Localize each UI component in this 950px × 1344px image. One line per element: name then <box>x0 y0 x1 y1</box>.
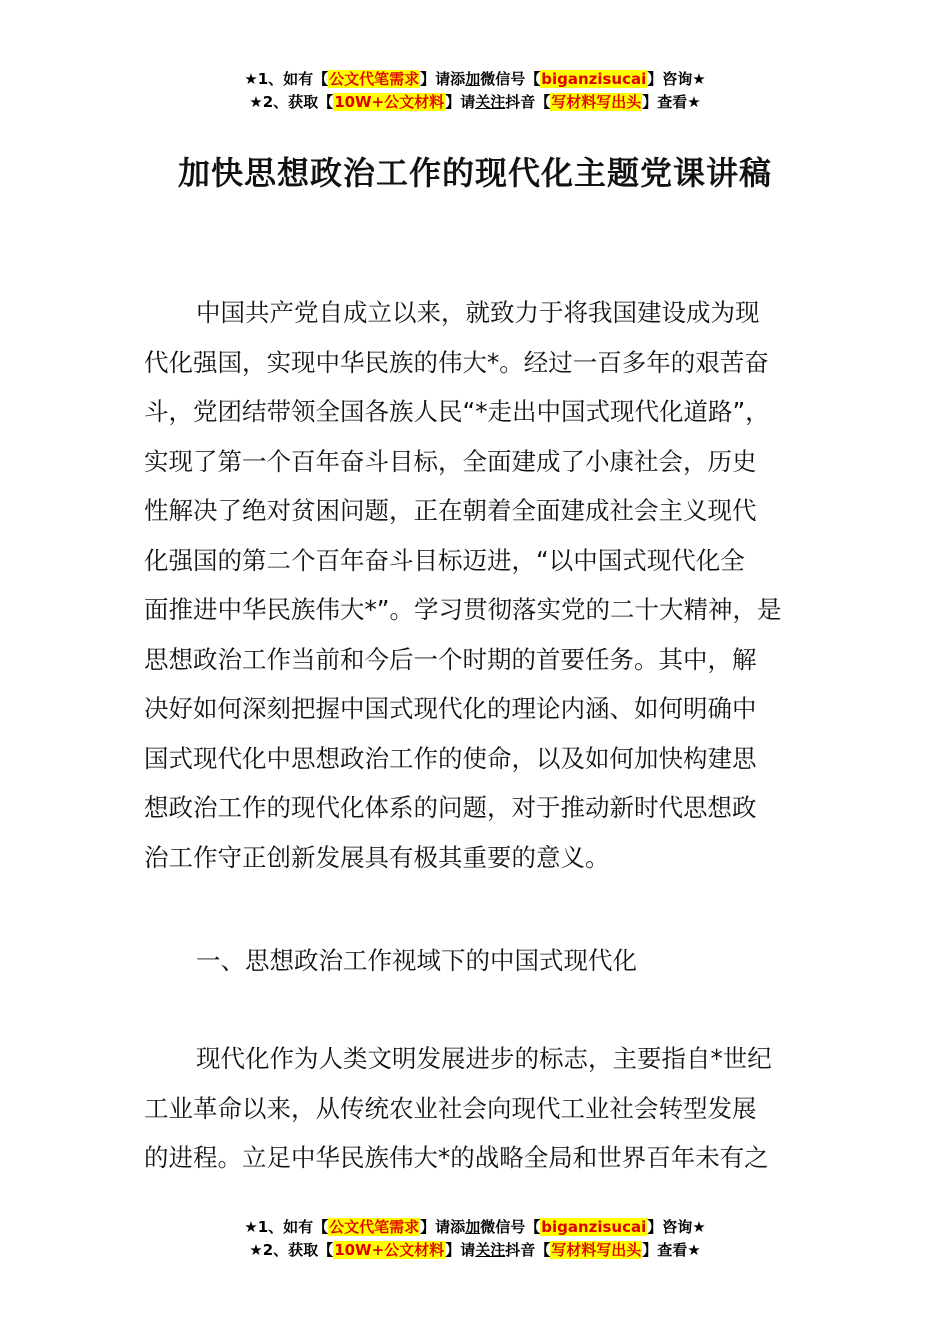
paragraph-line: 现代化作为人类文明发展进步的标志，主要指自*世纪 <box>196 1044 772 1073</box>
paragraph-2 <box>144 1034 808 1183</box>
banner-line-2 <box>0 1239 950 1262</box>
paragraph-line: 性解决了绝对贫困问题，正在朝着全面建成社会主义现代 <box>144 496 757 525</box>
footer-banner <box>0 1216 950 1262</box>
banner-text: 】咨询★ <box>647 70 706 88</box>
banner-text: 】查看★ <box>642 93 701 111</box>
paragraph-line: 化强国的第二个百年奋斗目标迈进，“以中国式现代化全 <box>144 545 745 575</box>
paragraph-line: 斗，党团结带领全国各族人民“*走出中国式现代化道路”， <box>144 397 770 426</box>
banner-highlight: 10W+公文材料 <box>334 1241 445 1259</box>
banner-line-1 <box>0 1216 950 1239</box>
paragraph-line: 代化强国，实现中华民族的伟大*。经过一百多年的艰苦奋 <box>144 347 769 377</box>
paragraph-line: 实现了第一个百年奋斗目标，全面建成了小康社会，历史 <box>144 446 757 476</box>
paragraph-line: 的进程。立足中华民族伟大*的战略全局和世界百年未有之 <box>144 1143 769 1172</box>
banner-text: ★1、如有【 <box>244 70 329 88</box>
banner-text: ★2、获取【 <box>249 93 334 111</box>
paragraph-line: 治工作守正创新发展具有极其重要的意义。 <box>144 842 610 872</box>
banner-highlight: 公文代笔需求 <box>329 1218 420 1236</box>
banner-emphasis: 加 <box>465 1218 481 1236</box>
banner-highlight: biganzisucai <box>541 1218 647 1236</box>
banner-text: 抖音【 <box>505 1241 551 1259</box>
paragraph-line: 思想政治工作当前和今后一个时期的首要任务。其中，解 <box>144 644 757 674</box>
paragraph-line: 想政治工作的现代化体系的问题，对于推动新时代思想政 <box>144 793 757 822</box>
header-banner <box>0 68 950 114</box>
banner-line-2 <box>0 91 950 114</box>
banner-emphasis: 关注 <box>475 93 506 111</box>
banner-highlight: 写材料写出头 <box>551 93 642 111</box>
paragraph-line: 中国共产党自成立以来，就致力于将我国建设成为现 <box>196 298 760 327</box>
banner-text: ★2、获取【 <box>249 1241 334 1259</box>
banner-highlight: biganzisucai <box>541 70 647 88</box>
paragraph-line: 决好如何深刻把握中国式现代化的理论内涵、如何明确中 <box>144 694 757 723</box>
banner-highlight: 公文代笔需求 <box>329 70 420 88</box>
banner-emphasis: 关注 <box>475 1241 506 1259</box>
page-title: 加快思想政治工作的现代化主题党课讲稿 <box>177 154 772 192</box>
banner-text: 抖音【 <box>505 93 551 111</box>
banner-text: 】请添 <box>420 1218 466 1236</box>
paragraph-line: 工业革命以来，从传统农业社会向现代工业社会转型发展 <box>144 1093 757 1123</box>
section-heading-text: 一、思想政治工作视域下的中国式现代化 <box>196 946 637 975</box>
paragraph-line: 面推进中华民族伟大*”。学习贯彻落实党的二十大精神，是 <box>144 595 782 624</box>
banner-line-1 <box>0 68 950 91</box>
banner-text: 】请添 <box>420 70 466 88</box>
banner-highlight: 10W+公文材料 <box>334 93 445 111</box>
banner-text: 】请 <box>445 93 476 111</box>
banner-highlight: 写材料写出头 <box>551 1241 642 1259</box>
paragraph-line: 国式现代化中思想政治工作的使命，以及如何加快构建思 <box>144 743 757 773</box>
banner-text: ★1、如有【 <box>244 1218 329 1236</box>
paragraph-1 <box>144 288 808 882</box>
banner-emphasis: 加 <box>465 70 481 88</box>
banner-text: 】查看★ <box>642 1241 701 1259</box>
banner-text: 】请 <box>445 1241 476 1259</box>
banner-text: 微信号【 <box>480 1218 541 1236</box>
banner-text: 微信号【 <box>480 70 541 88</box>
banner-text: 】咨询★ <box>647 1218 706 1236</box>
section-heading <box>144 936 808 986</box>
